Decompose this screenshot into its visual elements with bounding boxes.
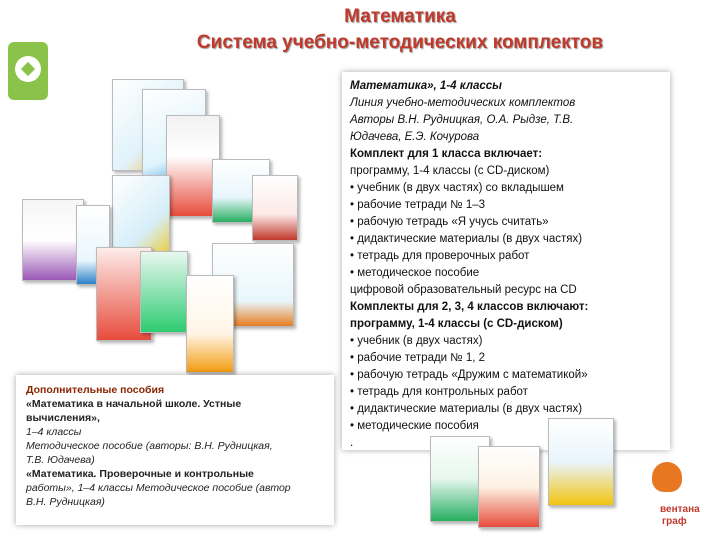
flower-icon xyxy=(652,462,682,492)
authors-line: Юдачева, Е.Э. Кочурова xyxy=(350,131,480,143)
curriculum-description-panel xyxy=(342,72,670,450)
publisher-name: вентана xyxy=(660,504,700,515)
textbook-cover xyxy=(140,251,188,333)
additional-item-line: работы», 1–4 классы Методическое пособие (автор xyxy=(26,482,291,494)
authors-line: Авторы В.Н. Рудницкая, О.А. Рыдзе, Т.В. xyxy=(350,114,574,126)
kit-item: • рабочие тетради № 1, 2 xyxy=(350,352,486,364)
textbook-covers-collage xyxy=(16,75,334,375)
workbook-cover xyxy=(252,175,298,241)
textbook-cover xyxy=(22,199,84,281)
kit-item: • методические пособия xyxy=(350,420,479,432)
page-title-line-1: Математика xyxy=(344,6,456,27)
textbook-cover xyxy=(548,418,614,506)
kit-item: • учебник (в двух частях) со вкладышем xyxy=(350,182,564,194)
additional-item-line: «Математика в начальной школе. Устные xyxy=(26,398,242,410)
kit-item: • тетрадь для проверочных работ xyxy=(350,250,530,262)
kit-item: • рабочую тетрадь «Дружим с математикой» xyxy=(350,369,588,381)
additional-item-line: Т.В. Юдачева) xyxy=(26,454,95,466)
grade1-kit-heading: Комплект для 1 класса включает: xyxy=(350,148,543,160)
kit-item: • дидактические материалы (в двух частях) xyxy=(350,233,583,245)
kit-item: • тетрадь для контрольных работ xyxy=(350,386,528,398)
kit-item: • рабочую тетрадь «Я учусь считать» xyxy=(350,216,549,228)
page-title-line-2: Система учебно-методических комплектов xyxy=(196,32,604,53)
kit-item: цифровой образовательный ресурс на CD xyxy=(350,284,577,296)
kit-item: программу, 1-4 классы (с CD-диском) xyxy=(350,165,550,177)
kit-item: • учебник (в двух частях) xyxy=(350,335,483,347)
workbook-cover xyxy=(186,275,234,373)
additional-item-line: В.Н. Рудницкая) xyxy=(26,496,105,508)
kit-item: программу, 1-4 классы (с CD-диском) xyxy=(350,318,563,330)
additional-materials-panel xyxy=(16,375,334,525)
additional-item-line: вычисления», xyxy=(26,412,100,424)
additional-item-line: Методическое пособие (авторы: В.Н. Рудницкая, xyxy=(26,440,273,452)
textbook-cover xyxy=(478,446,540,528)
additional-item-line: 1–4 классы xyxy=(26,426,82,438)
textbook-covers-bottom xyxy=(430,418,630,530)
grades234-kit-heading: Комплекты для 2, 3, 4 классов включают: xyxy=(350,301,589,313)
kit-item: • рабочие тетради № 1–3 xyxy=(350,199,486,211)
kit-item: • методическое пособие xyxy=(350,267,480,279)
course-title: Математика», 1-4 классы xyxy=(350,80,502,92)
publisher-logo xyxy=(640,462,716,532)
kit-item: • дидактические материалы (в двух частях) xyxy=(350,403,583,415)
trailing-dot: . xyxy=(350,437,354,449)
additional-materials-heading: Дополнительные пособия xyxy=(26,384,165,396)
additional-item-line: «Математика. Проверочные и контрольные xyxy=(26,468,254,480)
publisher-name: граф xyxy=(662,516,687,527)
course-line-title: Линия учебно-методических комплектов xyxy=(350,97,576,109)
